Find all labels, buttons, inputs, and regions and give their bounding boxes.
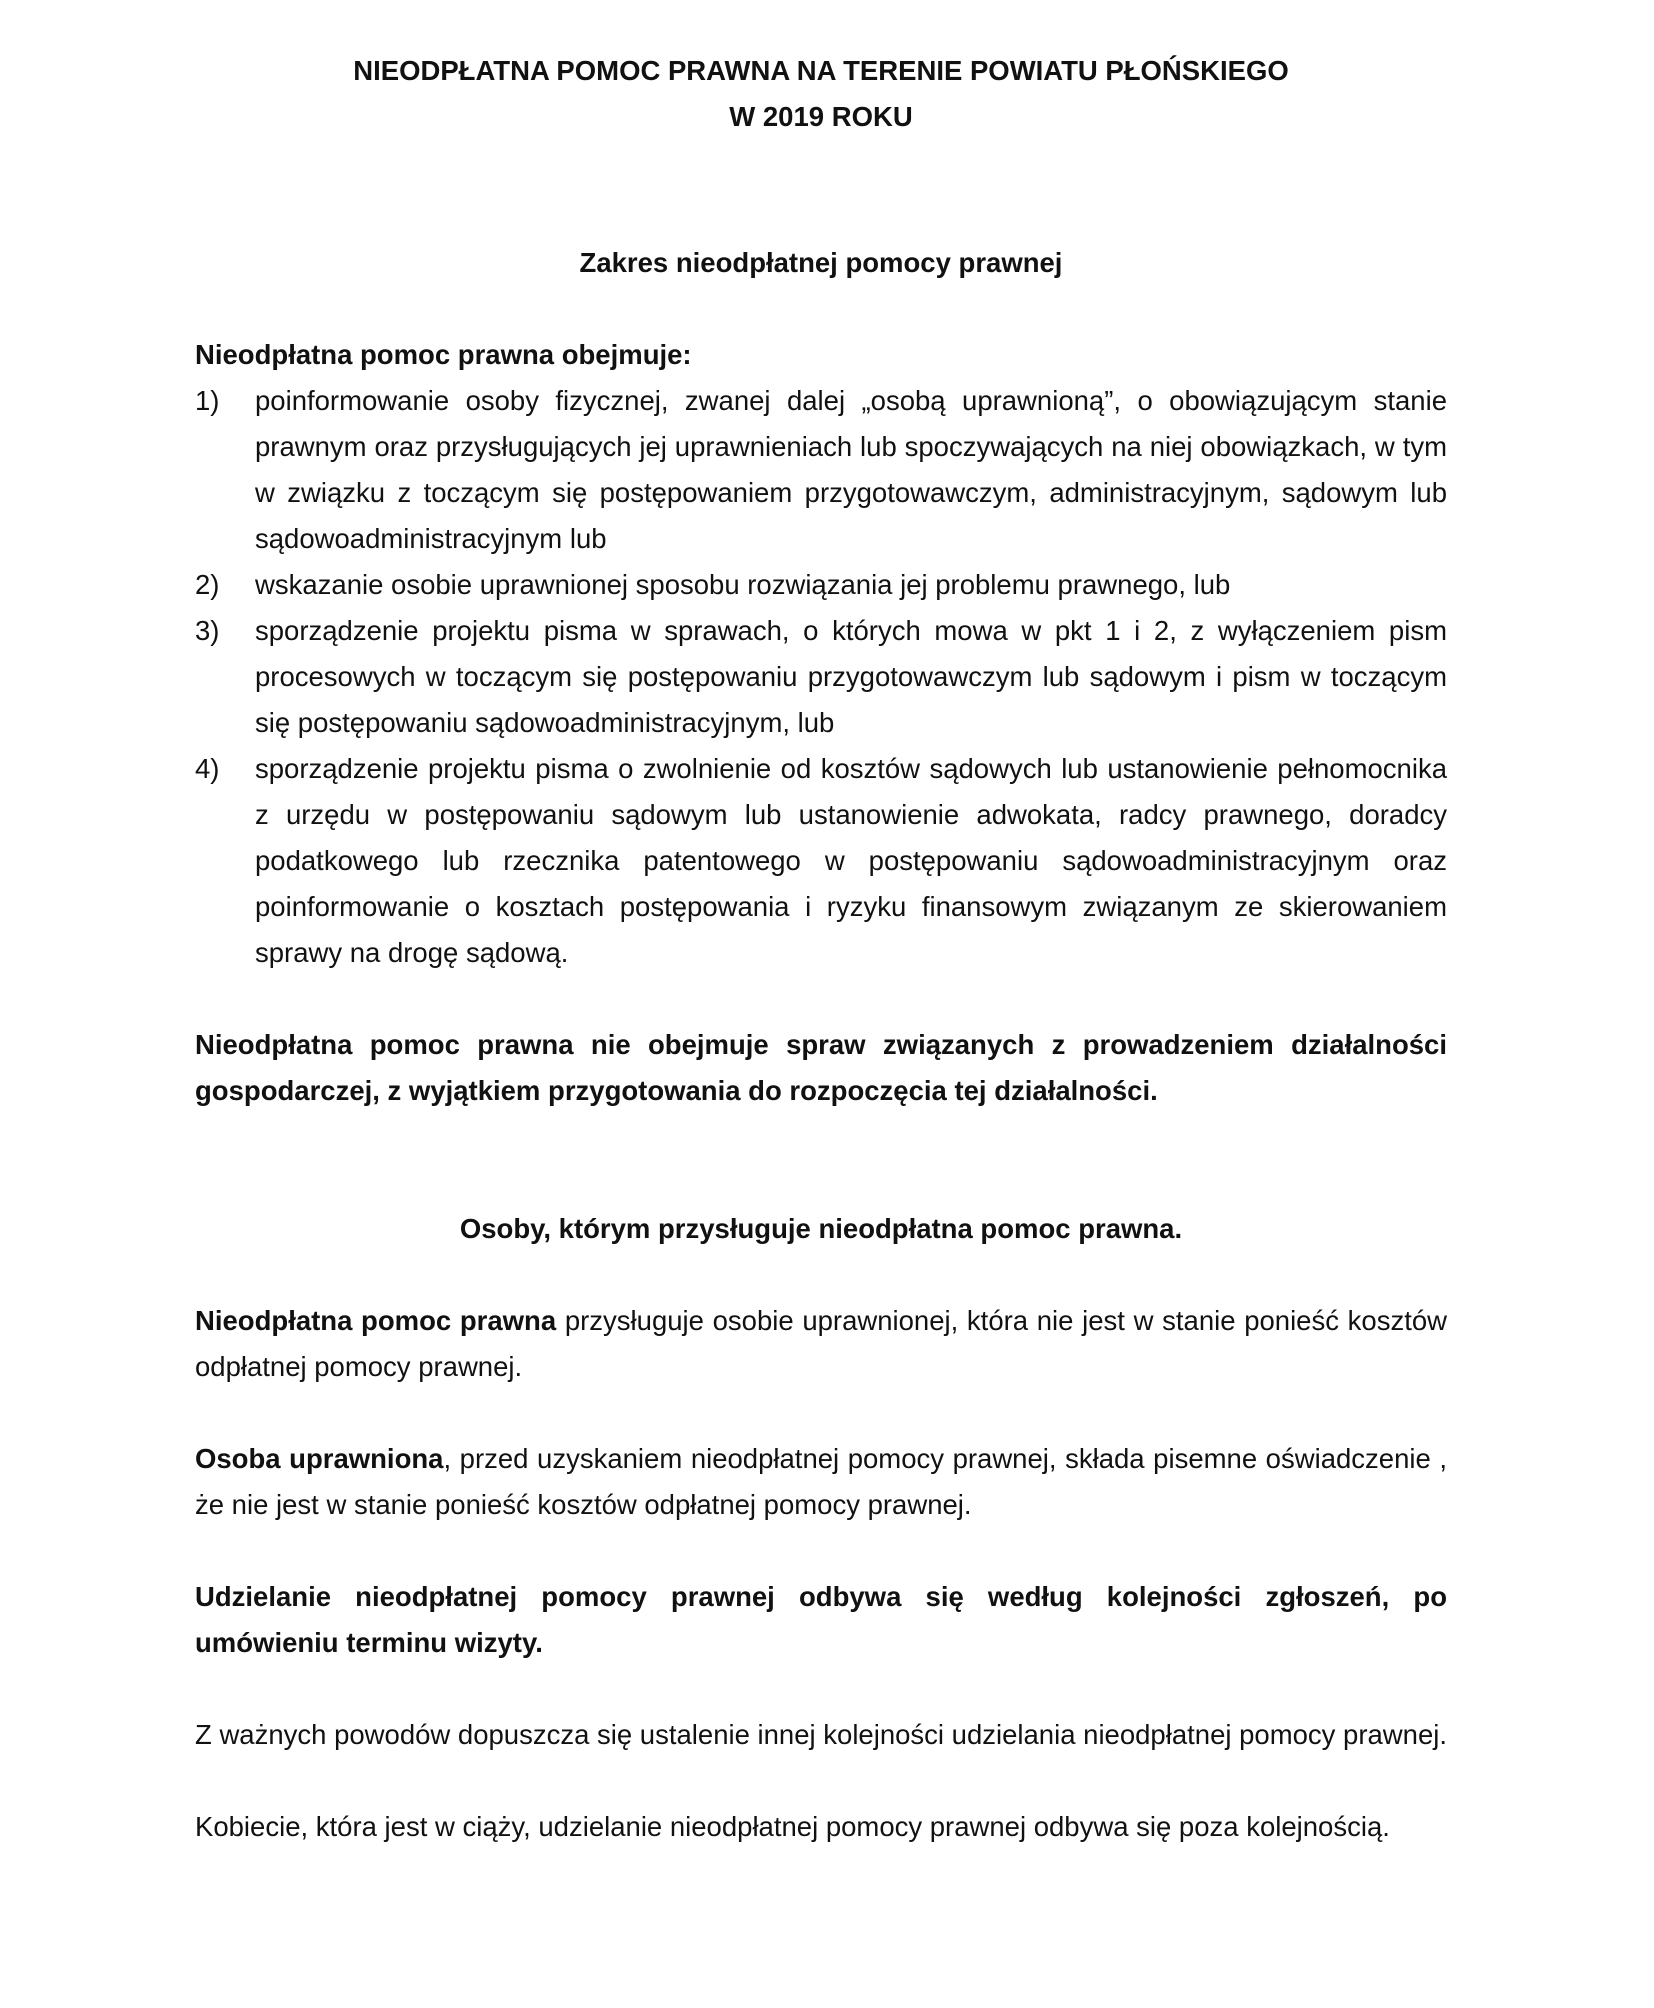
list-item-text: sporządzenie projektu pisma o zwolnienie od kosztów sądowych lub ustanowienie pełnomocnika z urzędu w postępowaniu sądowym lub ustanowienie adwokata, radcy prawnego, doradcy podatkowego lub rzecznika patentowego w postępowaniu sądowoadministracyjnym oraz poinformowanie o kosztach postępowania i ryzyku finansowym związanym ze skierowaniem sprawy na drogę sądową.: [255, 753, 1447, 968]
exclusion-paragraph: Nieodpłatna pomoc prawna nie obejmuje spraw związanych z prowadzeniem działalności gospodarczej, z wyjątkiem przygotowania do rozpoczęcia tej działalności.: [195, 1029, 1447, 1106]
paragraph-declaration: [195, 1436, 1447, 1528]
list-item-text: wskazanie osobie uprawnionej sposobu rozwiązania jej problemu prawnego, lub: [255, 569, 1231, 600]
list-item: [195, 746, 1447, 976]
paragraph-eligibility: [195, 1298, 1447, 1390]
title-line-1: NIEODPŁATNA POMOC PRAWNA NA TERENIE POWIATU PŁOŃSKIEGO: [353, 55, 1289, 86]
spacer: [195, 976, 1447, 1022]
paragraph-bold-lead: Osoba uprawniona: [195, 1443, 444, 1474]
section-heading-eligible: Osoby, którym przysługuje nieodpłatna pomoc prawna.: [459, 1213, 1183, 1244]
spacer: [195, 1114, 1447, 1206]
title-line-2: W 2019 ROKU: [729, 101, 913, 132]
scope-list: [195, 378, 1447, 976]
document-title: [195, 48, 1447, 140]
paragraph-other-order: Z ważnych powodów dopuszcza się ustalenie innej kolejności udzielania nieodpłatnej pomocy prawnej.: [195, 1719, 1447, 1750]
list-item-number: 1): [195, 385, 220, 416]
list-item: [195, 378, 1447, 562]
spacer: [195, 1528, 1447, 1574]
list-item: [195, 608, 1447, 746]
list-item-number: 2): [195, 569, 220, 600]
section-heading-scope: Zakres nieodpłatnej pomocy prawnej: [579, 247, 1063, 278]
spacer: [195, 1666, 1447, 1712]
list-item-text: poinformowanie osoby fizycznej, zwanej dalej „osobą uprawnioną”, o obowiązującym stanie prawnym oraz przysługujących jej uprawnieniach lub spoczywających na niej obowiązkach, w tym w związku z toczącym się postępowaniem przygotowawczym, administracyjnym, sądowym lub sądowoadministracyjnym lub: [255, 385, 1447, 554]
list-item-number: 4): [195, 753, 220, 784]
spacer: [195, 140, 1447, 240]
list-item-number: 3): [195, 615, 220, 646]
spacer: [195, 1758, 1447, 1804]
paragraph-text: przysługuje osobie uprawnionej, która nie jest w stanie ponieść kosztów odpłatnej pomocy prawnej.: [195, 1305, 1447, 1382]
paragraph-order: Udzielanie nieodpłatnej pomocy prawnej odbywa się według kolejności zgłoszeń, po umówieniu terminu wizyty.: [195, 1581, 1447, 1658]
list-item-text: sporządzenie projektu pisma w sprawach, o których mowa w pkt 1 i 2, z wyłączeniem pism procesowych w toczącym się postępowaniu przygotowawczym lub sądowym i pism w toczącym się postępowaniu sądowoadministracyjnym, lub: [255, 615, 1447, 738]
document-content: [195, 48, 1447, 1850]
list-item: [195, 562, 1447, 608]
paragraph-pregnant: Kobiecie, która jest w ciąży, udzielanie nieodpłatnej pomocy prawnej odbywa się poza kolejnością.: [195, 1811, 1390, 1842]
spacer: [195, 1390, 1447, 1436]
spacer: [195, 1252, 1447, 1298]
spacer: [195, 286, 1447, 332]
scope-intro: Nieodpłatna pomoc prawna obejmuje:: [195, 339, 692, 370]
paragraph-text: , przed uzyskaniem nieodpłatnej pomocy prawnej, składa pisemne oświadczenie , że nie jest w stanie ponieść kosztów odpłatnej pomocy prawnej.: [195, 1443, 1447, 1520]
paragraph-bold-lead: Nieodpłatna pomoc prawna: [195, 1305, 557, 1336]
